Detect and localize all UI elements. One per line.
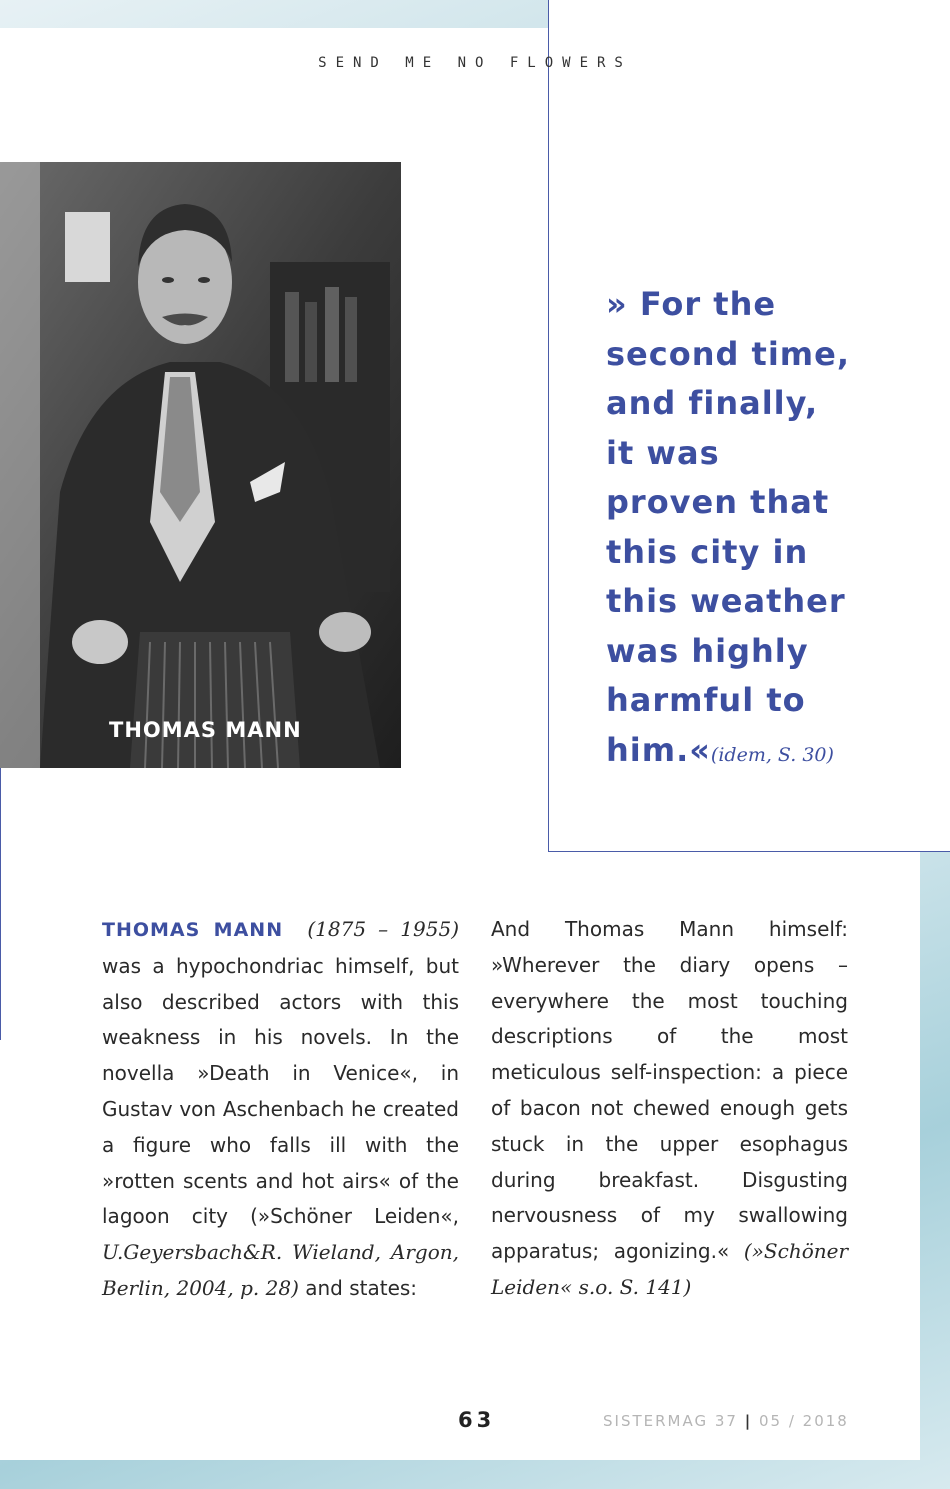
magazine-name: SISTERMAG 37 bbox=[603, 1412, 738, 1430]
body-citation: (»Schöner Leiden« s.o. S. 141) bbox=[491, 1239, 849, 1299]
page-number: 63 bbox=[458, 1408, 496, 1432]
body-text: And Thomas Mann himself: »Wherever the diary opens – everywhere the most touching descriptions of the most meticulous self-inspection: a piece of bacon not chewed enough gets stuck in the upper esophagus during breakfast. Disgusting nervousness of my swallowing apparatus; agonizing.« bbox=[491, 917, 848, 1264]
pull-quote-last-line bbox=[606, 726, 936, 781]
pull-quote-line: proven that bbox=[606, 483, 830, 521]
body-citation: U.Geyersbach&R. Wieland, Argon, Berlin, 2004, p. 28) bbox=[102, 1240, 459, 1300]
pull-quote-line: was highly bbox=[606, 631, 809, 670]
magazine-footer bbox=[603, 1412, 849, 1430]
pull-quote-line: » For the bbox=[606, 285, 777, 323]
portrait-illustration bbox=[0, 162, 401, 768]
pull-quote-line: him.« bbox=[606, 730, 711, 769]
body-text: was a hypochondriac himself, but also described actors with this weakness in his novels. In the novella »Death in Venice«, in Gustav von Aschenbach he created a figure who falls ill with the »rotten scents and hot airs« of the lagoon city (»Schöner Leiden«, bbox=[102, 953, 459, 1229]
page-header-title: SEND ME NO FLOWERS bbox=[318, 55, 632, 71]
pull-quote-line: this city in bbox=[606, 532, 809, 571]
magazine-issue: 05 / 2018 bbox=[759, 1412, 849, 1430]
footer-separator: | bbox=[744, 1412, 753, 1430]
pull-quote-line: and finally, bbox=[606, 384, 819, 422]
subject-dates: (1875 – 1955) bbox=[307, 917, 460, 941]
portrait-photo bbox=[0, 162, 401, 768]
pull-quote-line: second time, bbox=[606, 334, 850, 373]
body-column-right bbox=[491, 912, 848, 1306]
body-text: and states: bbox=[305, 1275, 418, 1300]
pull-quote-line: this weather bbox=[606, 582, 846, 620]
pull-quote bbox=[606, 280, 936, 780]
subject-name: THOMAS MANN bbox=[102, 919, 284, 941]
photo-caption: THOMAS MANN bbox=[109, 718, 302, 742]
body-column-left bbox=[102, 912, 459, 1307]
pull-quote-citation: (idem, S. 30) bbox=[710, 743, 834, 766]
pull-quote-line: harmful to bbox=[606, 681, 806, 719]
pull-quote-line: it was bbox=[606, 433, 720, 472]
